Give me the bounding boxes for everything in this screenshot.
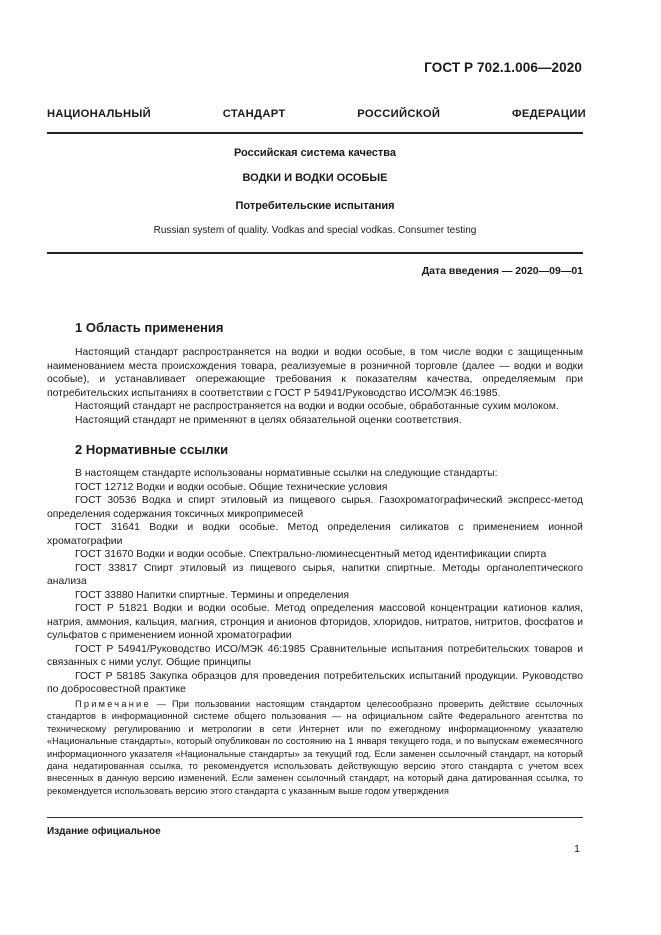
reference-item: ГОСТ Р 58185 Закупка образцов для проведения потребительских испытаний продукции. Руководство по добросовестной практике (47, 670, 583, 695)
note-label: Примечание (75, 699, 151, 709)
document-title: ВОДКИ И ВОДКИ ОСОБЫЕ (242, 172, 388, 184)
english-title: Russian system of quality. Vodkas and special vodkas. Consumer testing (153, 225, 477, 236)
section-2-body (47, 467, 583, 697)
paragraph: Настоящий стандарт распространяется на водки и водки особые, в том числе водки с защищенным наименованием места происхождения товара, реализуемые в розничной торговле (далее — водки и водки особые), и устанавливает опережающие требования к показателям качества, определяемым при потребительских испытаниях в соответствии с ГОСТ Р 54941/Руководство ИСО/МЭК 46:1985. (47, 347, 583, 399)
reference-item: ГОСТ 31670 Водки и водки особые. Спектрально-люминесцентный метод идентификации спирта (75, 549, 547, 560)
document-number: ГОСТ Р 702.1.006—2020 (424, 60, 582, 75)
reference-item: ГОСТ 31641 Водки и водки особые. Метод определения силикатов с применением ионной хроматографии (47, 522, 583, 547)
note-block (47, 698, 583, 797)
top-divider (47, 132, 583, 134)
title-divider (47, 252, 583, 254)
section-2-heading: 2 Нормативные ссылки (75, 442, 229, 457)
section-1-heading: 1 Область применения (75, 320, 224, 335)
note-text: — При пользовании настоящим стандартом целесообразно проверить действие ссылочных стандартов в информационной системе общего пользования — на официальном сайте Федерального агентства по техническому регулированию и метрологии в сети Интернет или по ежегодному информационному указателю «Национальные стандарты», который опубликован по состоянию на 1 января текущего года, и по выпускам ежемесячного информационного указателя «Национальные стандарты» за текущий год. Если заменен ссылочный стандарт, на который дана недатированная ссылка, то рекомендуется использовать действующую версию этого стандарта с учетом всех внесенных в данную версию изменений. Если заменен ссылочный стандарт, на который дана датированная ссылка, то рекомендуется использовать версию этого стандарта с указанным выше годом утверждения (47, 699, 583, 796)
introduction-date: Дата введения — 2020—09—01 (421, 265, 583, 277)
footer-divider (47, 817, 583, 818)
paragraph: В настоящем стандарте использованы нормативные ссылки на следующие стандарты: (75, 468, 498, 479)
document-subtitle: Потребительские испытания (235, 200, 395, 212)
reference-item: ГОСТ 30536 Водка и спирт этиловый из пищевого сырья. Газохроматографический экспресс-метод определения содержания токсичных микропримесей (47, 495, 583, 520)
reference-item: ГОСТ 12712 Водки и водки особые. Общие технические условия (75, 481, 388, 493)
reference-item: ГОСТ Р 51821 Водки и водки особые. Метод определения массовой концентрации катионов калия, натрия, аммония, кальция, магния, стронция и анионов фторидов, хлоридов, нитратов, нитритов, фосфатов и сульфатов с применением ионной хроматографии (47, 603, 583, 641)
paragraph: Настоящий стандарт не применяют в целях обязательной оценки соответствия. (75, 414, 462, 426)
page-number: 1 (574, 843, 580, 855)
reference-item: ГОСТ Р 54941/Руководство ИСО/МЭК 46:1985 Сравнительные испытания потребительских товаров и связанных с ними услуг. Общие принципы (47, 643, 583, 668)
paragraph: Настоящий стандарт не распространяется на водки и водки особые, обработанные сухим молоком. (75, 401, 559, 412)
national-standard-banner: НАЦИОНАЛЬНЫЙ СТАНДАРТ РОССИЙСКОЙ ФЕДЕРАЦИИ (47, 108, 586, 120)
reference-item: ГОСТ 33817 Спирт этиловый из пищевого сырья, напитки спиртные. Методы органолептического анализа (47, 562, 583, 587)
system-name: Российская система качества (233, 147, 397, 159)
reference-item: ГОСТ 33880 Напитки спиртные. Термины и определения (75, 589, 349, 601)
section-1-body (47, 346, 583, 427)
edition-label: Издание официальное (47, 826, 161, 837)
